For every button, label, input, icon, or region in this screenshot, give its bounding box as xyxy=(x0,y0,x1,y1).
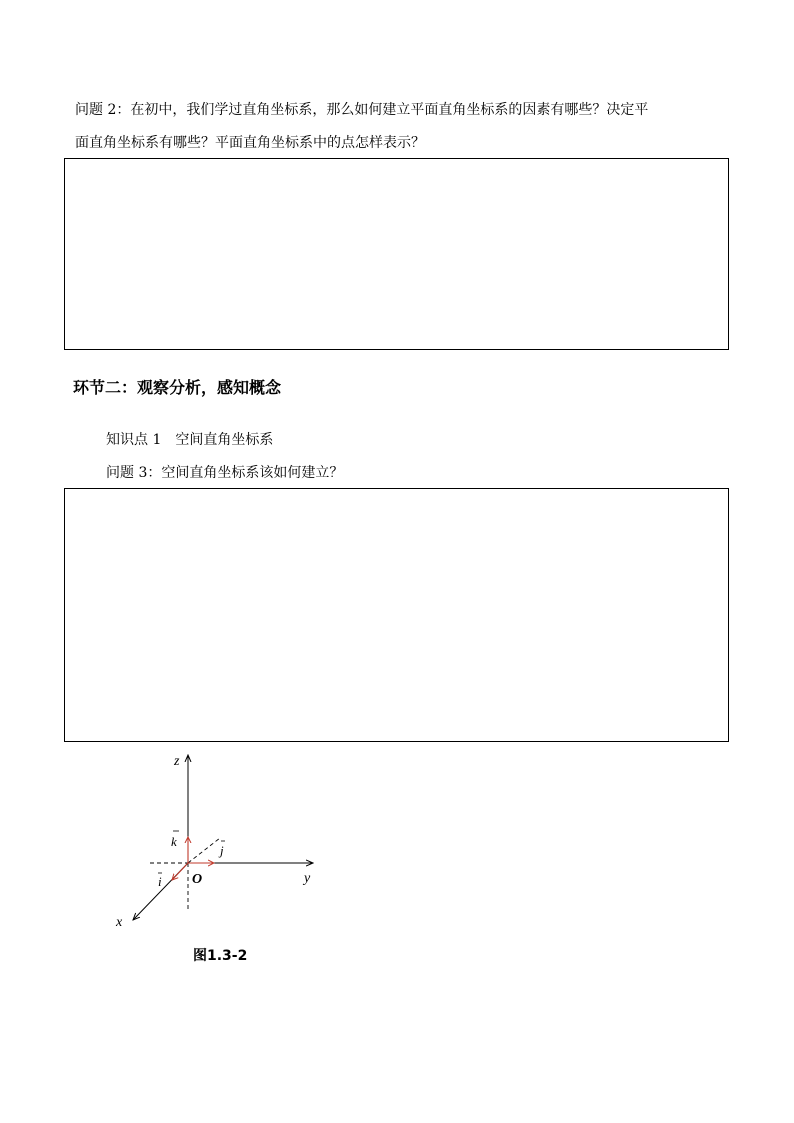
x-axis-label: x xyxy=(116,915,123,930)
x-axis-negative-dashed xyxy=(188,838,220,863)
origin-label: O xyxy=(192,872,203,887)
question-3: 问题 3：空间直角坐标系该如何建立？ xyxy=(106,465,344,481)
answer-box-question-2[interactable] xyxy=(64,158,729,350)
question-2-line-1: 问题 2：在初中，我们学过直角坐标系，那么如何建立平面直角坐标系的因素有哪些？决定平 xyxy=(75,102,649,118)
coordinate-system-figure xyxy=(100,745,340,975)
knowledge-point-heading: 知识点 1 空间直角坐标系 xyxy=(106,432,274,448)
answer-box-question-3[interactable] xyxy=(64,488,729,742)
z-axis-label: z xyxy=(174,754,180,769)
figure-caption: 图1.3-2 xyxy=(193,948,248,964)
vector-j-label: j xyxy=(220,843,224,858)
y-axis-label: y xyxy=(304,871,311,886)
vector-i-label: i xyxy=(158,874,162,889)
vector-k-label: k xyxy=(171,834,177,849)
unit-vector-i xyxy=(172,863,188,880)
question-2-line-2: 面直角坐标系有哪些？平面直角坐标系中的点怎样表示？ xyxy=(75,135,425,151)
section-title: 环节二：观察分析，感知概念 xyxy=(73,378,282,397)
